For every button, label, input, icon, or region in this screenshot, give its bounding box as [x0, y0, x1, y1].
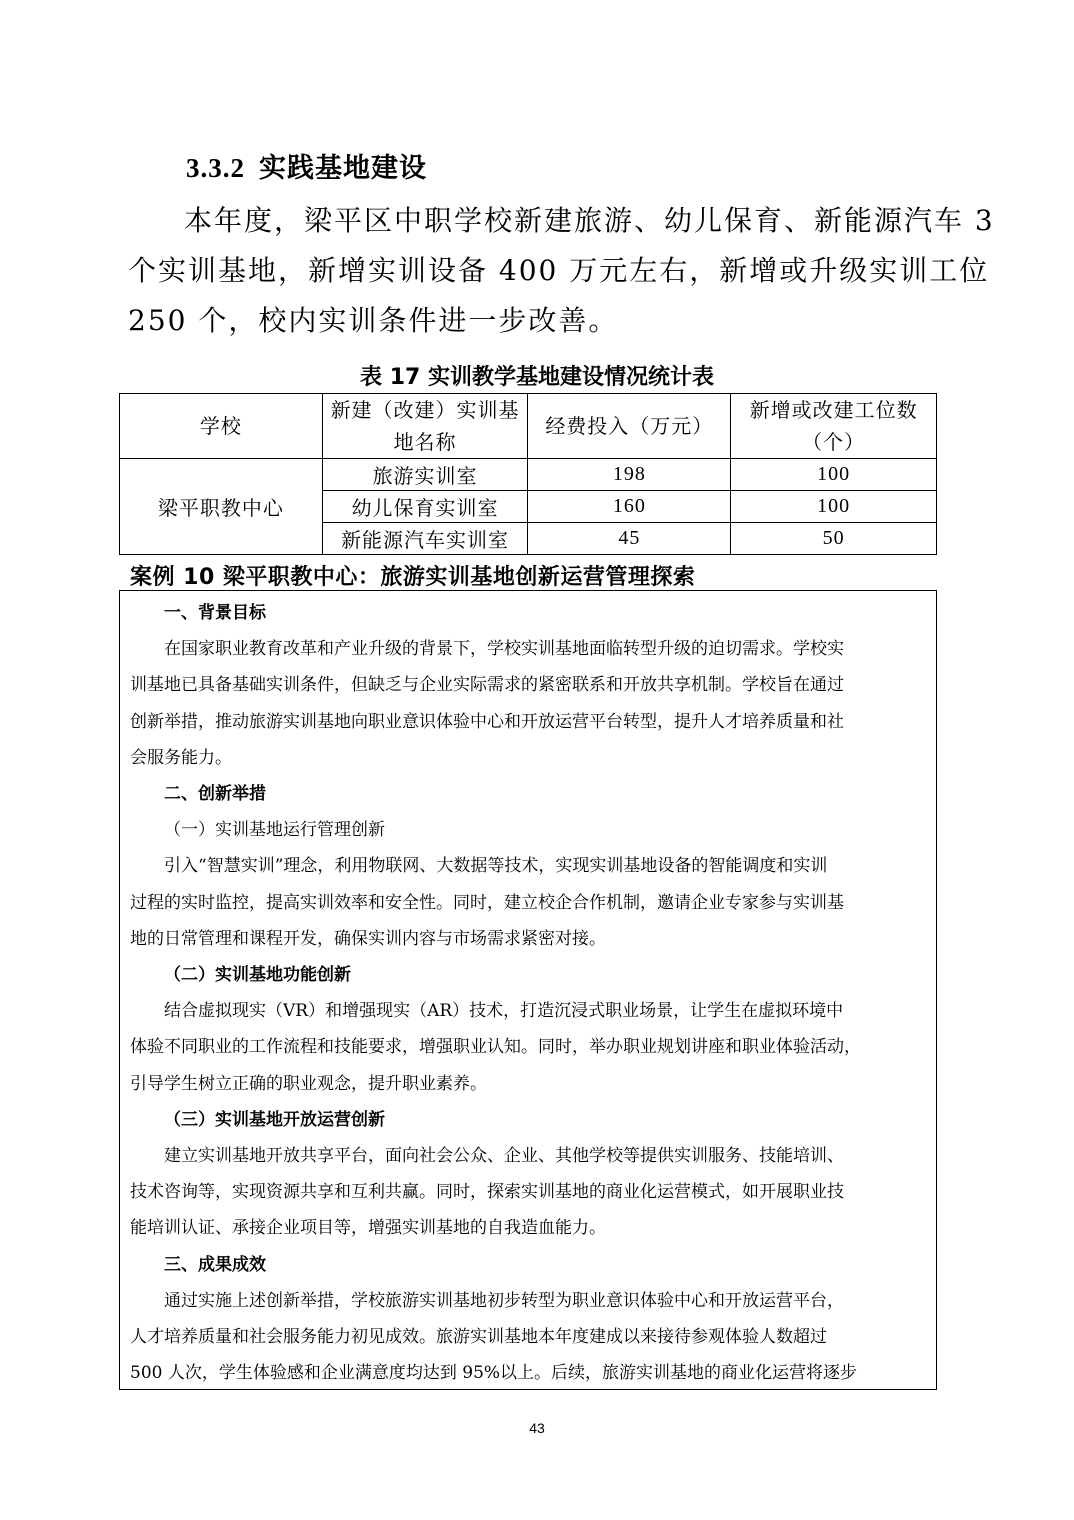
- case-subheading: （二）实训基地功能创新: [164, 965, 351, 986]
- case-line: 结合虚拟现实（VR）和增强现实（AR）技术，打造沉浸式职业场景，让学生在虚拟环境中: [164, 1001, 844, 1022]
- funding-cell: 198: [528, 459, 731, 491]
- header-funding: 经费投入（万元）: [528, 394, 731, 459]
- case-line: 建立实训基地开放共享平台，面向社会公众、企业、其他学校等提供实训服务、技能培训、: [164, 1146, 844, 1167]
- case-heading: 二、创新举措: [164, 784, 266, 805]
- base-name-cell: 幼儿保育实训室: [322, 491, 528, 523]
- header-positions-line2: （个）: [802, 430, 866, 454]
- base-name-cell: 旅游实训室: [322, 459, 528, 491]
- header-positions: [731, 394, 937, 459]
- table-row: [120, 459, 937, 491]
- case-content: [130, 595, 926, 1391]
- header-school: 学校: [120, 394, 323, 459]
- case-line: 体验不同职业的工作流程和技能要求，增强职业认知。同时，举办职业规划讲座和职业体验活动，: [130, 1037, 861, 1058]
- case-line: 人才培养质量和社会服务能力初见成效。旅游实训基地本年度建成以来接待参观体验人数超过: [130, 1327, 827, 1348]
- positions-cell: 100: [731, 491, 937, 523]
- intro-line: 本年度，梁平区中职学校新建旅游、幼儿保育、新能源汽车 3: [184, 204, 995, 237]
- case-line: 技术咨询等，实现资源共享和互利共赢。同时，探索实训基地的商业化运营模式，如开展职业技: [130, 1182, 844, 1203]
- positions-cell: 50: [731, 523, 937, 555]
- intro-line: 个实训基地，新增实训设备 400 万元左右，新增或升级实训工位: [128, 254, 990, 287]
- case-line: 创新举措，推动旅游实训基地向职业意识体验中心和开放运营平台转型，提升人才培养质量和社: [130, 711, 844, 732]
- header-base-name-line1: 新建（改建）实训基: [330, 398, 520, 422]
- section-title: 实践基地建设: [259, 153, 427, 184]
- case-line: 引导学生树立正确的职业观念，提升职业素养。: [130, 1073, 487, 1094]
- case-line: 500 人次，学生体验感和企业满意度均达到 95%以上。后续，旅游实训基地的商业化运营将逐步: [130, 1363, 858, 1384]
- header-positions-line1: 新增或改建工位数: [749, 398, 918, 422]
- funding-cell: 160: [528, 491, 731, 523]
- case-line: 引入“智慧实训”理念，利用物联网、大数据等技术，实现实训基地设备的智能调度和实训: [164, 856, 828, 877]
- case-box: [119, 590, 937, 1390]
- case-line: 训基地已具备基础实训条件，但缺乏与企业实际需求的紧密联系和开放共享机制。学校旨在通过: [130, 675, 844, 696]
- header-base-name: [322, 394, 528, 459]
- case-line: 过程的实时监控，提高实训效率和安全性。同时，建立校企合作机制，邀请企业专家参与实训基: [130, 892, 844, 913]
- case-heading: 一、背景目标: [164, 603, 266, 623]
- section-heading: [186, 146, 427, 185]
- positions-cell: 100: [731, 459, 937, 491]
- intro-paragraph: [128, 196, 995, 346]
- case-heading: 三、成果成效: [164, 1254, 266, 1275]
- case-subheading: （一）实训基地运行管理创新: [164, 820, 385, 841]
- header-base-name-line2: 地名称: [393, 430, 457, 454]
- case-line: 在国家职业教育改革和产业升级的背景下，学校实训基地面临转型升级的迫切需求。学校实: [164, 639, 844, 660]
- school-cell: 梁平职教中心: [120, 459, 323, 555]
- page-number: 43: [529, 1420, 545, 1436]
- table-caption: 表 17 实训教学基地建设情况统计表: [360, 365, 714, 390]
- intro-line: 250 个，校内实训条件进一步改善。: [128, 304, 619, 337]
- base-name-cell: 新能源汽车实训室: [322, 523, 528, 555]
- case-title: 案例 10 梁平职教中心：旅游实训基地创新运营管理探索: [130, 565, 696, 590]
- case-line: 通过实施上述创新举措，学校旅游实训基地初步转型为职业意识体验中心和开放运营平台，: [164, 1290, 844, 1311]
- section-number: 3.3.2: [186, 153, 245, 183]
- case-line: 能培训认证、承接企业项目等，增强实训基地的自我造血能力。: [130, 1218, 606, 1239]
- case-line: 地的日常管理和课程开发，确保实训内容与市场需求紧密对接。: [130, 928, 606, 949]
- funding-cell: 45: [528, 523, 731, 555]
- training-base-table: [119, 393, 937, 555]
- table-header-row: [120, 394, 937, 459]
- case-line: 会服务能力。: [130, 747, 232, 768]
- case-subheading: （三）实训基地开放运营创新: [164, 1109, 385, 1130]
